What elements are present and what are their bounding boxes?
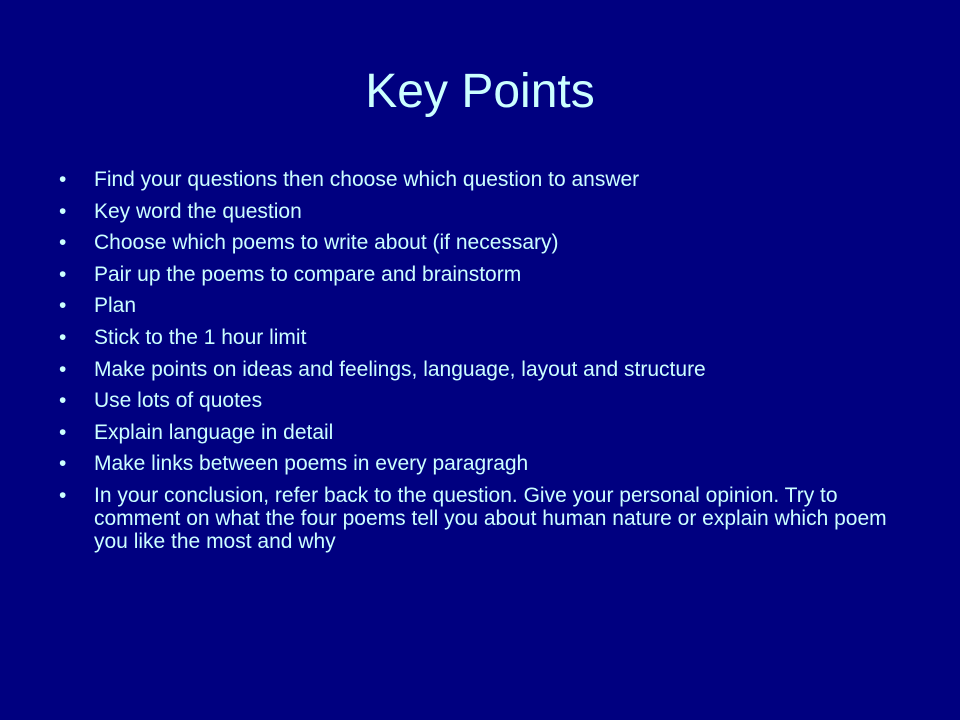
bullet-icon: • <box>59 452 67 476</box>
bullet-icon: • <box>59 357 67 381</box>
bullet-item <box>56 231 906 254</box>
bullet-text: Key word the question <box>94 199 302 223</box>
bullet-text: Find your questions then choose which question to answer <box>94 168 640 191</box>
bullet-icon: • <box>59 483 67 507</box>
bullet-text: Explain language in detail <box>94 420 334 444</box>
bullet-icon: • <box>59 199 67 223</box>
bullet-text: Pair up the poems to compare and brainstorm <box>94 262 522 286</box>
bullet-list <box>56 168 906 562</box>
bullet-icon: • <box>59 294 67 318</box>
bullet-text: Make links between poems in every paragragh <box>94 452 529 476</box>
bullet-icon: • <box>59 325 67 349</box>
bullet-item <box>56 358 906 381</box>
bullet-text: In your conclusion, refer back to the question. Give your personal opinion. Try to comment on what the four poems tell you about human nature or explain which poem you like the most and why <box>94 483 887 553</box>
bullet-icon: • <box>59 168 67 191</box>
bullet-text: Plan <box>94 294 137 318</box>
bullet-item <box>56 421 906 444</box>
bullet-icon: • <box>59 231 67 255</box>
bullet-item <box>56 168 906 191</box>
bullet-text: Use lots of quotes <box>94 389 263 413</box>
bullet-text: Choose which poems to write about (if necessary) <box>94 231 559 255</box>
bullet-icon: • <box>59 420 67 444</box>
bullet-item <box>56 294 906 317</box>
bullet-item <box>56 263 906 286</box>
bullet-item <box>56 389 906 412</box>
bullet-text: Make points on ideas and feelings, language, layout and structure <box>94 357 706 381</box>
bullet-item <box>56 326 906 349</box>
bullet-item <box>56 452 906 475</box>
bullet-icon: • <box>59 262 67 286</box>
bullet-icon: • <box>59 389 67 413</box>
bullet-item <box>56 200 906 223</box>
bullet-text: Stick to the 1 hour limit <box>94 325 307 349</box>
bullet-item <box>56 484 906 553</box>
slide-title: Key Points <box>365 65 595 118</box>
